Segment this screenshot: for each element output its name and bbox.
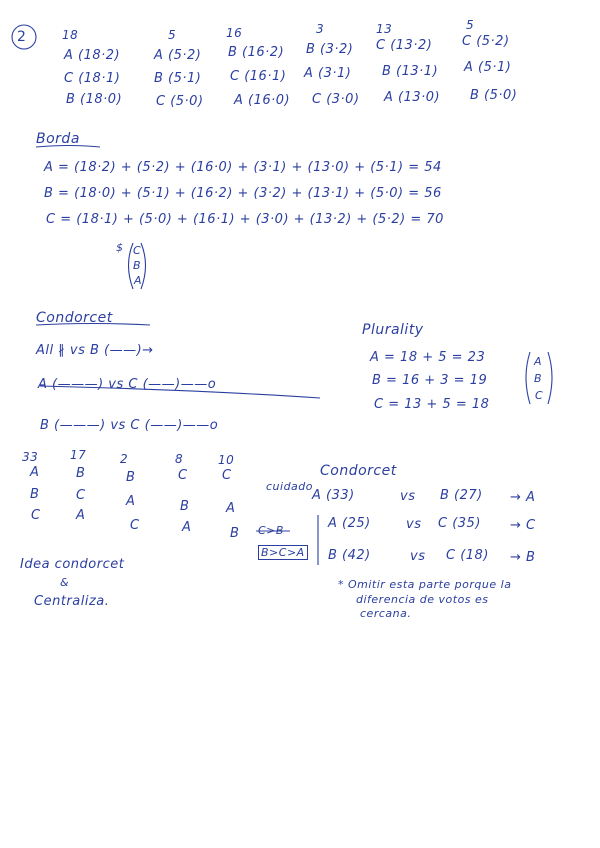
condorcet2-result: → B: [510, 550, 536, 565]
table2-cell: C: [31, 508, 41, 523]
condorcet2-heading: Condorcet: [320, 463, 397, 479]
profile-cell: A (13·0): [384, 90, 441, 105]
footnote-line: cercana.: [360, 607, 412, 620]
condorcet2-right: C (18): [446, 548, 489, 563]
profile-cell: A (18·2): [64, 48, 121, 63]
profile-cell: B (18·0): [66, 92, 123, 107]
profile-cell: B (5·0): [470, 88, 518, 103]
plurality-line: C = 13 + 5 = 18: [374, 397, 490, 412]
table2-cell: B: [230, 526, 240, 541]
plurality-heading: Plurality: [362, 322, 424, 338]
profile-cell: B (3·2): [306, 42, 354, 57]
profile-cell: A (5·1): [464, 60, 512, 75]
profile-cell: A (16·0): [234, 93, 291, 108]
ranking-item: C: [133, 244, 142, 257]
profile-cell: B (13·1): [382, 64, 439, 79]
table2-cell: A: [76, 508, 86, 523]
idea-line: Idea condorcet: [20, 557, 125, 572]
profile-cell: C (18·1): [64, 71, 121, 86]
profile-count: 5: [168, 28, 177, 42]
plurality-rank: C: [535, 389, 544, 402]
table2-cell: C: [76, 488, 86, 503]
condorcet-line: All ∦ vs B (——)→: [36, 343, 154, 358]
plurality-rank: B: [534, 372, 543, 385]
borda-heading: Borda: [36, 131, 80, 147]
borda-line: A = (18·2) + (5·2) + (16·0) + (3·1) + (13·0) + (5·1) = 54: [44, 160, 442, 175]
table2-cell: B: [76, 466, 86, 481]
table2-count: 33: [22, 450, 39, 464]
ranking-mark: $: [116, 241, 124, 254]
condorcet2-vs: vs: [406, 517, 422, 532]
condorcet2-left: B (42): [328, 548, 371, 563]
table2-count: 17: [70, 448, 87, 462]
profile-count: 3: [316, 22, 325, 36]
table2-cell: B: [180, 499, 190, 514]
struck-expression: C>B: [258, 524, 284, 537]
ranking-item: B: [133, 259, 142, 272]
problem-number: 2: [17, 29, 27, 45]
table2-cell: A: [30, 465, 40, 480]
profile-cell: A (3·1): [304, 66, 352, 81]
borda-line: C = (18·1) + (5·0) + (16·1) + (3·0) + (13·2) + (5·2) = 70: [46, 212, 444, 227]
plurality-bracket-left: [526, 352, 530, 404]
borda-line: B = (18·0) + (5·1) + (16·2) + (3·2) + (13·1) + (5·0) = 56: [44, 186, 442, 201]
profile-cell: C (3·0): [312, 92, 360, 107]
table2-count: 10: [218, 453, 235, 467]
profile-cell: C (13·2): [376, 38, 433, 53]
condorcet2-left: A (33): [312, 488, 355, 503]
profile-count: 13: [376, 22, 393, 36]
condorcet2-vs: vs: [400, 489, 416, 504]
condorcet-heading: Condorcet: [36, 310, 113, 326]
boxed-ranking: B>C>A: [258, 545, 308, 560]
condorcet2-right: C (35): [438, 516, 481, 531]
table2-cell: C: [178, 468, 188, 483]
footnote-line: diferencia de votos es: [356, 593, 489, 606]
plurality-line: B = 16 + 3 = 19: [372, 373, 488, 388]
plurality-bracket-right: [548, 352, 552, 404]
idea-line: &: [60, 576, 70, 589]
condorcet2-result: → C: [510, 518, 536, 533]
profile-cell: C (5·2): [462, 34, 510, 49]
condorcet2-vs: vs: [410, 549, 426, 564]
condorcet2-right: B (27): [440, 488, 483, 503]
plurality-line: A = 18 + 5 = 23: [370, 350, 486, 365]
table2-cell: A: [182, 520, 192, 535]
profile-cell: A (5·2): [154, 48, 202, 63]
table2-cell: A: [126, 494, 136, 509]
condorcet2-note: cuidado: [266, 480, 314, 493]
condorcet-line: A (———) vs C (——)——o: [38, 377, 217, 392]
ranking-item: A: [134, 274, 143, 287]
table2-cell: C: [222, 468, 232, 483]
table2-cell: C: [130, 518, 140, 533]
profile-cell: B (5·1): [154, 71, 202, 86]
profile-count: 5: [466, 18, 475, 32]
idea-line: Centraliza.: [34, 594, 110, 609]
table2-count: 2: [120, 452, 129, 466]
condorcet2-result: → A: [510, 490, 536, 505]
table2-cell: B: [126, 470, 136, 485]
profile-cell: B (16·2): [228, 45, 285, 60]
footnote-line: * Omitir esta parte porque la: [338, 578, 512, 591]
plurality-rank: A: [534, 355, 543, 368]
profile-cell: C (16·1): [230, 69, 287, 84]
table2-count: 8: [175, 452, 184, 466]
profile-count: 18: [62, 28, 79, 42]
profile-cell: C (5·0): [156, 94, 204, 109]
table2-cell: A: [226, 501, 236, 516]
condorcet2-left: A (25): [328, 516, 371, 531]
table2-cell: B: [30, 487, 40, 502]
condorcet-line: B (———) vs C (——)——o: [40, 418, 219, 433]
profile-count: 16: [226, 26, 243, 40]
